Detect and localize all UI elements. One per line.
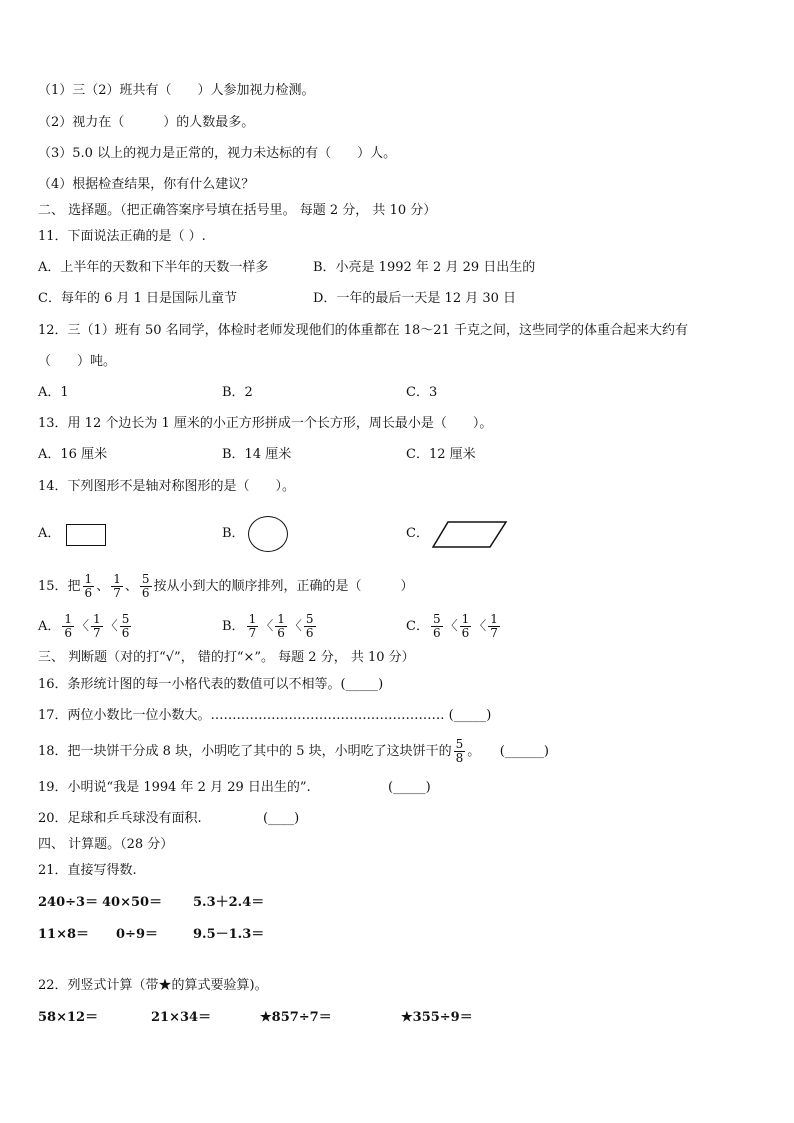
question-11-option-c: C．每年的 6 月 1 日是国际儿童节 bbox=[38, 291, 238, 306]
question-16: 16．条形统计图的每一小格代表的数值可以不相等。(_____) bbox=[38, 677, 384, 692]
question-13-option-c: C．12 厘米 bbox=[406, 447, 476, 462]
calc-item: 5.3＋2.4＝ bbox=[193, 895, 265, 910]
question-13-option-a: A．16 厘米 bbox=[38, 447, 108, 462]
question-21-stem: 21．直接写得数. bbox=[38, 863, 137, 878]
question-2: （2）视力在（ ）的人数最多。 bbox=[38, 115, 255, 130]
question-11-option-d: D．一年的最后一天是 12 月 30 日 bbox=[313, 291, 517, 306]
parallelogram-shape bbox=[432, 521, 508, 549]
question-12-option-a: A．1 bbox=[38, 385, 69, 400]
question-19-blank: (_____) bbox=[388, 780, 431, 795]
calc-item: 40×50＝ bbox=[102, 895, 163, 910]
calc-item: 240÷3＝ bbox=[38, 895, 99, 910]
separator: 、 bbox=[124, 579, 138, 594]
fraction-1-7: $\frac{1}{7}$ bbox=[113, 572, 121, 600]
question-1: （1）三（2）班共有（ ）人参加视力检测。 bbox=[38, 83, 315, 98]
question-14-option-a-label: A． bbox=[38, 526, 61, 541]
question-15-stem bbox=[38, 568, 414, 606]
calc-item: ★355÷9＝ bbox=[401, 1010, 473, 1025]
question-4: （4）根据检查结果，你有什么建议？ bbox=[38, 177, 255, 192]
question-18: 18．把一块饼干分成 8 块，小明吃了其中的 5 块，小明吃了这块饼干的 $\frac{5}{8}$ 。 (______) bbox=[38, 737, 549, 765]
question-11-stem: 11．下面说法正确的是（ ）. bbox=[38, 229, 206, 244]
calc-item: 58×12＝ bbox=[38, 1010, 99, 1025]
question-14-stem: 14．下列图形不是轴对称图形的是（ ）。 bbox=[38, 479, 296, 494]
question-15-option-c: C． $\frac{5}{6}$ 〈 $\frac{1}{6}$ 〈 $\frac{1}{7}$ bbox=[406, 612, 498, 640]
calc-item: ★857÷7＝ bbox=[260, 1010, 332, 1025]
calc-item: 0÷9＝ bbox=[116, 927, 158, 942]
section-3-title: 三、 判断题（对的打“√”， 错的打“×”。 每题 2 分， 共 10 分） bbox=[38, 650, 415, 665]
separator: 、 bbox=[96, 579, 110, 594]
question-17: 17．两位小数比一位小数大。……………………………………………… (_____) bbox=[38, 708, 492, 723]
question-15-prefix: 15．把 bbox=[38, 579, 81, 594]
question-12-stem-continued: （ ）吨。 bbox=[38, 354, 117, 369]
question-13-option-b: B．14 厘米 bbox=[222, 447, 292, 462]
question-20-blank: (____) bbox=[263, 811, 300, 826]
fraction-5-6: $\frac{5}{6}$ bbox=[141, 572, 150, 600]
calc-item: 11×8＝ bbox=[38, 927, 90, 942]
question-14-option-b-label: B． bbox=[222, 526, 245, 541]
question-15-option-b: B． $\frac{1}{7}$ 〈 $\frac{1}{6}$ 〈 $\frac{5}{6}$ bbox=[222, 612, 314, 640]
question-11-option-a: A．上半年的天数和下半年的天数一样多 bbox=[38, 260, 269, 275]
section-2-title: 二、 选择题。（把正确答案序号填在括号里。 每题 2 分， 共 10 分） bbox=[38, 203, 437, 218]
question-15-suffix: 按从小到大的顺序排列，正确的是（ ） bbox=[153, 579, 414, 594]
question-11-option-b: B．小亮是 1992 年 2 月 29 日出生的 bbox=[313, 260, 536, 275]
fraction-5-8: $\frac{5}{8}$ bbox=[455, 737, 464, 765]
rectangle-shape bbox=[66, 524, 106, 546]
question-19: 19．小明说“我是 1994 年 2 月 29 日出生的”. bbox=[38, 780, 311, 795]
question-14-option-c-label: C． bbox=[406, 526, 429, 541]
fraction-1-6: $\frac{1}{6}$ bbox=[84, 572, 93, 600]
question-13-stem: 13．用 12 个边长为 1 厘米的小正方形拼成一个长方形，周长最小是（ ）。 bbox=[38, 416, 493, 431]
section-4-title: 四、 计算题。（28 分） bbox=[38, 837, 174, 852]
circle-shape bbox=[248, 516, 288, 552]
question-20: 20．足球和乒乓球没有面积. bbox=[38, 811, 202, 826]
question-12-option-c: C．3 bbox=[406, 385, 438, 400]
question-3: （3）5.0 以上的视力是正常的，视力未达标的有（ ）人。 bbox=[38, 146, 397, 161]
question-12-stem: 12．三（1）班有 50 名同学，体检时老师发现他们的体重都在 18～21 千克之间，这些同学的体重合起来大约有 bbox=[38, 323, 688, 338]
calc-item: 21×34＝ bbox=[151, 1010, 212, 1025]
question-22-stem: 22．列竖式计算（带★的算式要验算)。 bbox=[38, 978, 268, 993]
calc-item: 9.5－1.3＝ bbox=[193, 927, 265, 942]
question-15-option-a: A． $\frac{1}{6}$ 〈 $\frac{1}{7}$ 〈 $\frac{5}{6}$ bbox=[38, 612, 130, 640]
question-12-option-b: B．2 bbox=[222, 385, 253, 400]
